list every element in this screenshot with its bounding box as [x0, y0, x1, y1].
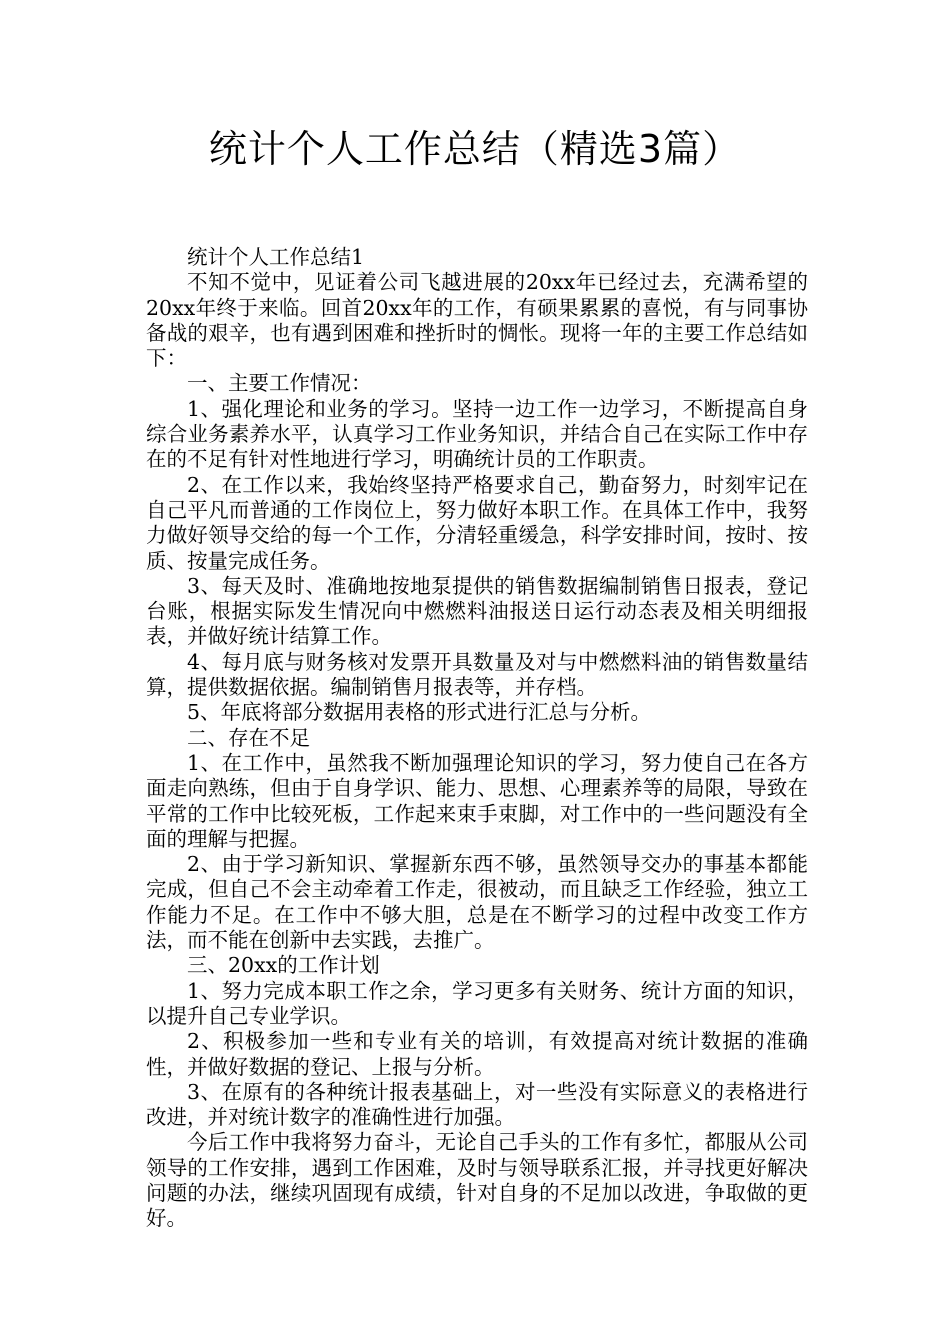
body-paragraph: 2、由于学习新知识、掌握新东西不够，虽然领导交办的事基本都能完成，但自己不会主动牵着工作走，很被动，而且缺乏工作经验，独立工作能力不足。在工作中不够大胆，总是在不断学习的过程中改变工作方法，而不能在创新中去实践，去推广。 — [146, 852, 808, 953]
body-paragraph: 3、在原有的各种统计报表基础上，对一些没有实际意义的表格进行改进，并对统计数字的准确性进行加强。 — [146, 1079, 808, 1130]
body-paragraph: 1、努力完成本职工作之余，学习更多有关财务、统计方面的知识，以提升自己专业学识。 — [146, 978, 808, 1028]
body-paragraph: 1、在工作中，虽然我不断加强理论知识的学习，努力使自己在各方面走向熟练，但由于自身学识、能力、思想、心理素养等的局限，导致在平常的工作中比较死板，工作起来束手束脚，对工作中的一些问题没有全面的理解与把握。 — [146, 750, 808, 851]
body-paragraph: 1、强化理论和业务的学习。坚持一边工作一边学习，不断提高自身综合业务素养水平，认真学习工作业务知识，并结合自己在实际工作中存在的不足有针对性地进行学习，明确统计员的工作职责。 — [146, 396, 808, 472]
section-heading: 三、20xx的工作计划 — [187, 953, 380, 978]
body-paragraph: 3、每天及时、准确地按地泵提供的销售数据编制销售日报表，登记台账，根据实际发生情况向中燃燃料油报送日运行动态表及相关明细报表，并做好统计结算工作。 — [146, 573, 808, 649]
section-heading: 二、存在不足 — [187, 725, 310, 750]
body-paragraph: 4、每月底与财务核对发票开具数量及对与中燃燃料油的销售数量结算，提供数据依据。编制销售月报表等，并存档。 — [146, 649, 808, 700]
section-heading: 一、主要工作情况： — [187, 371, 372, 396]
closing-paragraph: 今后工作中我将努力奋斗，无论自己手头的工作有多忙，都服从公司领导的工作安排，遇到工作困难，及时与领导联系汇报，并寻找更好解决问题的办法，继续巩固现有成绩，针对自身的不足加以改进，争取做的更好。 — [146, 1130, 808, 1231]
document-body — [146, 245, 808, 1232]
body-paragraph: 2、积极参加一些和专业有关的培训，有效提高对统计数据的准确性，并做好数据的登记、上报与分析。 — [146, 1029, 808, 1079]
document-title: 统计个人工作总结（精选3篇） — [208, 127, 742, 171]
body-paragraph: 2、在工作以来，我始终坚持严格要求自己，勤奋努力，时刻牢记在自己平凡而普通的工作岗位上，努力做好本职工作。在具体工作中，我努力做好领导交给的每一个工作，分清轻重缓急，科学安排时间，按时、按质、按量完成任务。 — [146, 472, 808, 573]
body-paragraph: 5、年底将部分数据用表格的形式进行汇总与分析。 — [187, 700, 652, 725]
body-paragraph: 不知不觉中，见证着公司飞越进展的20xx年已经过去，充满希望的20xx年终于来临。回首20xx年的工作，有硕果累累的喜悦，有与同事协备战的艰辛，也有遇到困难和挫折时的惆怅。现将一年的主要工作总结如下： — [146, 270, 808, 371]
section-heading: 统计个人工作总结1 — [187, 245, 365, 269]
